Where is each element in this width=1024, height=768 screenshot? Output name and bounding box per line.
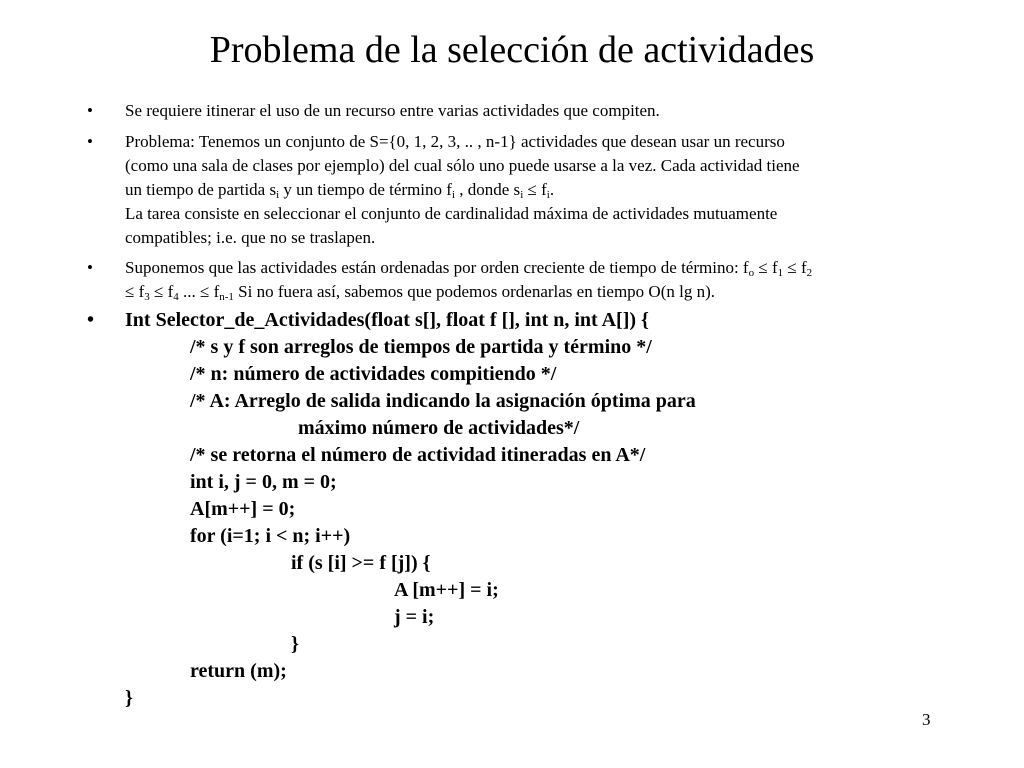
- subscript: n-1: [219, 291, 234, 303]
- bullet-marker: •: [87, 132, 93, 151]
- code-line: }: [291, 633, 299, 655]
- code-line: A [m++] = i;: [394, 579, 499, 601]
- text-run: ≤ f: [783, 258, 807, 277]
- subscript: o: [748, 267, 755, 279]
- bullet-2-line-1: Problema: Tenemos un conjunto de S={0, 1, 2, 3, .. , n-1} actividades que desean usar un recurso: [125, 132, 785, 151]
- text-run: Si no fuera así, sabemos que podemos ordenarlas en tiempo O(n lg n).: [233, 282, 716, 301]
- subscript: i: [520, 189, 524, 201]
- code-line: /* se retorna el número de actividad itineradas en A*/: [190, 444, 646, 466]
- slide-title: Problema de la selección de actividades: [209, 29, 815, 71]
- code-line: /* A: Arreglo de salida indicando la asignación óptima para: [190, 390, 696, 412]
- bullet-2-line-4: La tarea consiste en seleccionar el conjunto de cardinalidad máxima de actividades mutuamente: [125, 204, 778, 223]
- code-line: }: [125, 687, 133, 709]
- text-run: un tiempo de partida s: [125, 180, 277, 199]
- bullet-3-line-1: [125, 256, 812, 280]
- text-run: Suponemos que las actividades están ordenadas por orden creciente de tiempo de término: f: [125, 258, 749, 277]
- code-line: for (i=1; i < n; i++): [190, 525, 351, 547]
- subscript: 4: [173, 291, 179, 303]
- text-run: .: [549, 180, 555, 199]
- subscript: 3: [144, 291, 150, 303]
- code-line: A[m++] = 0;: [190, 498, 296, 520]
- bullet-2-line-2: (como una sala de clases por ejemplo) del cual sólo uno puede usarse a la vez. Cada actividad tiene: [125, 156, 800, 175]
- text-run: ... ≤ f: [178, 282, 220, 301]
- code-line: j = i;: [394, 606, 435, 628]
- subscript: 2: [806, 267, 813, 279]
- code-line: return (m);: [190, 660, 287, 682]
- bullet-marker: •: [87, 258, 93, 277]
- subscript: i: [276, 189, 280, 201]
- code-line: máximo número de actividades*/: [298, 417, 580, 439]
- text-run: ≤ f: [523, 180, 547, 199]
- code-line: if (s [i] >= f [j]) {: [291, 552, 431, 574]
- subscript: i: [546, 189, 550, 201]
- code-line: /* s y f son arreglos de tiempos de partida y término */: [190, 336, 652, 358]
- text-run: ≤ f: [754, 258, 778, 277]
- bullet-2-line-5: compatibles; i.e. que no se traslapen.: [125, 228, 376, 247]
- subscript: 1: [777, 267, 784, 279]
- bullet-marker: •: [87, 101, 93, 120]
- bullet-3-line-2: [125, 280, 715, 304]
- text-run: ≤ f: [125, 282, 145, 301]
- subscript: i: [451, 189, 456, 201]
- text-run: , donde s: [455, 180, 521, 199]
- code-line: int i, j = 0, m = 0;: [190, 471, 337, 493]
- text-run: y un tiempo de término f: [279, 180, 452, 199]
- code-line: Int Selector_de_Actividades(float s[], float f [], int n, int A[]) {: [125, 309, 649, 331]
- bullet-1-line-1: Se requiere itinerar el uso de un recurso entre varias actividades que compiten.: [125, 101, 660, 120]
- bullet-2-line-3: [125, 178, 554, 202]
- code-line: /* n: número de actividades compitiendo */: [190, 363, 557, 385]
- page-number: 3: [922, 710, 931, 729]
- text-run: ≤ f: [149, 282, 174, 301]
- bullet-marker: •: [87, 309, 95, 331]
